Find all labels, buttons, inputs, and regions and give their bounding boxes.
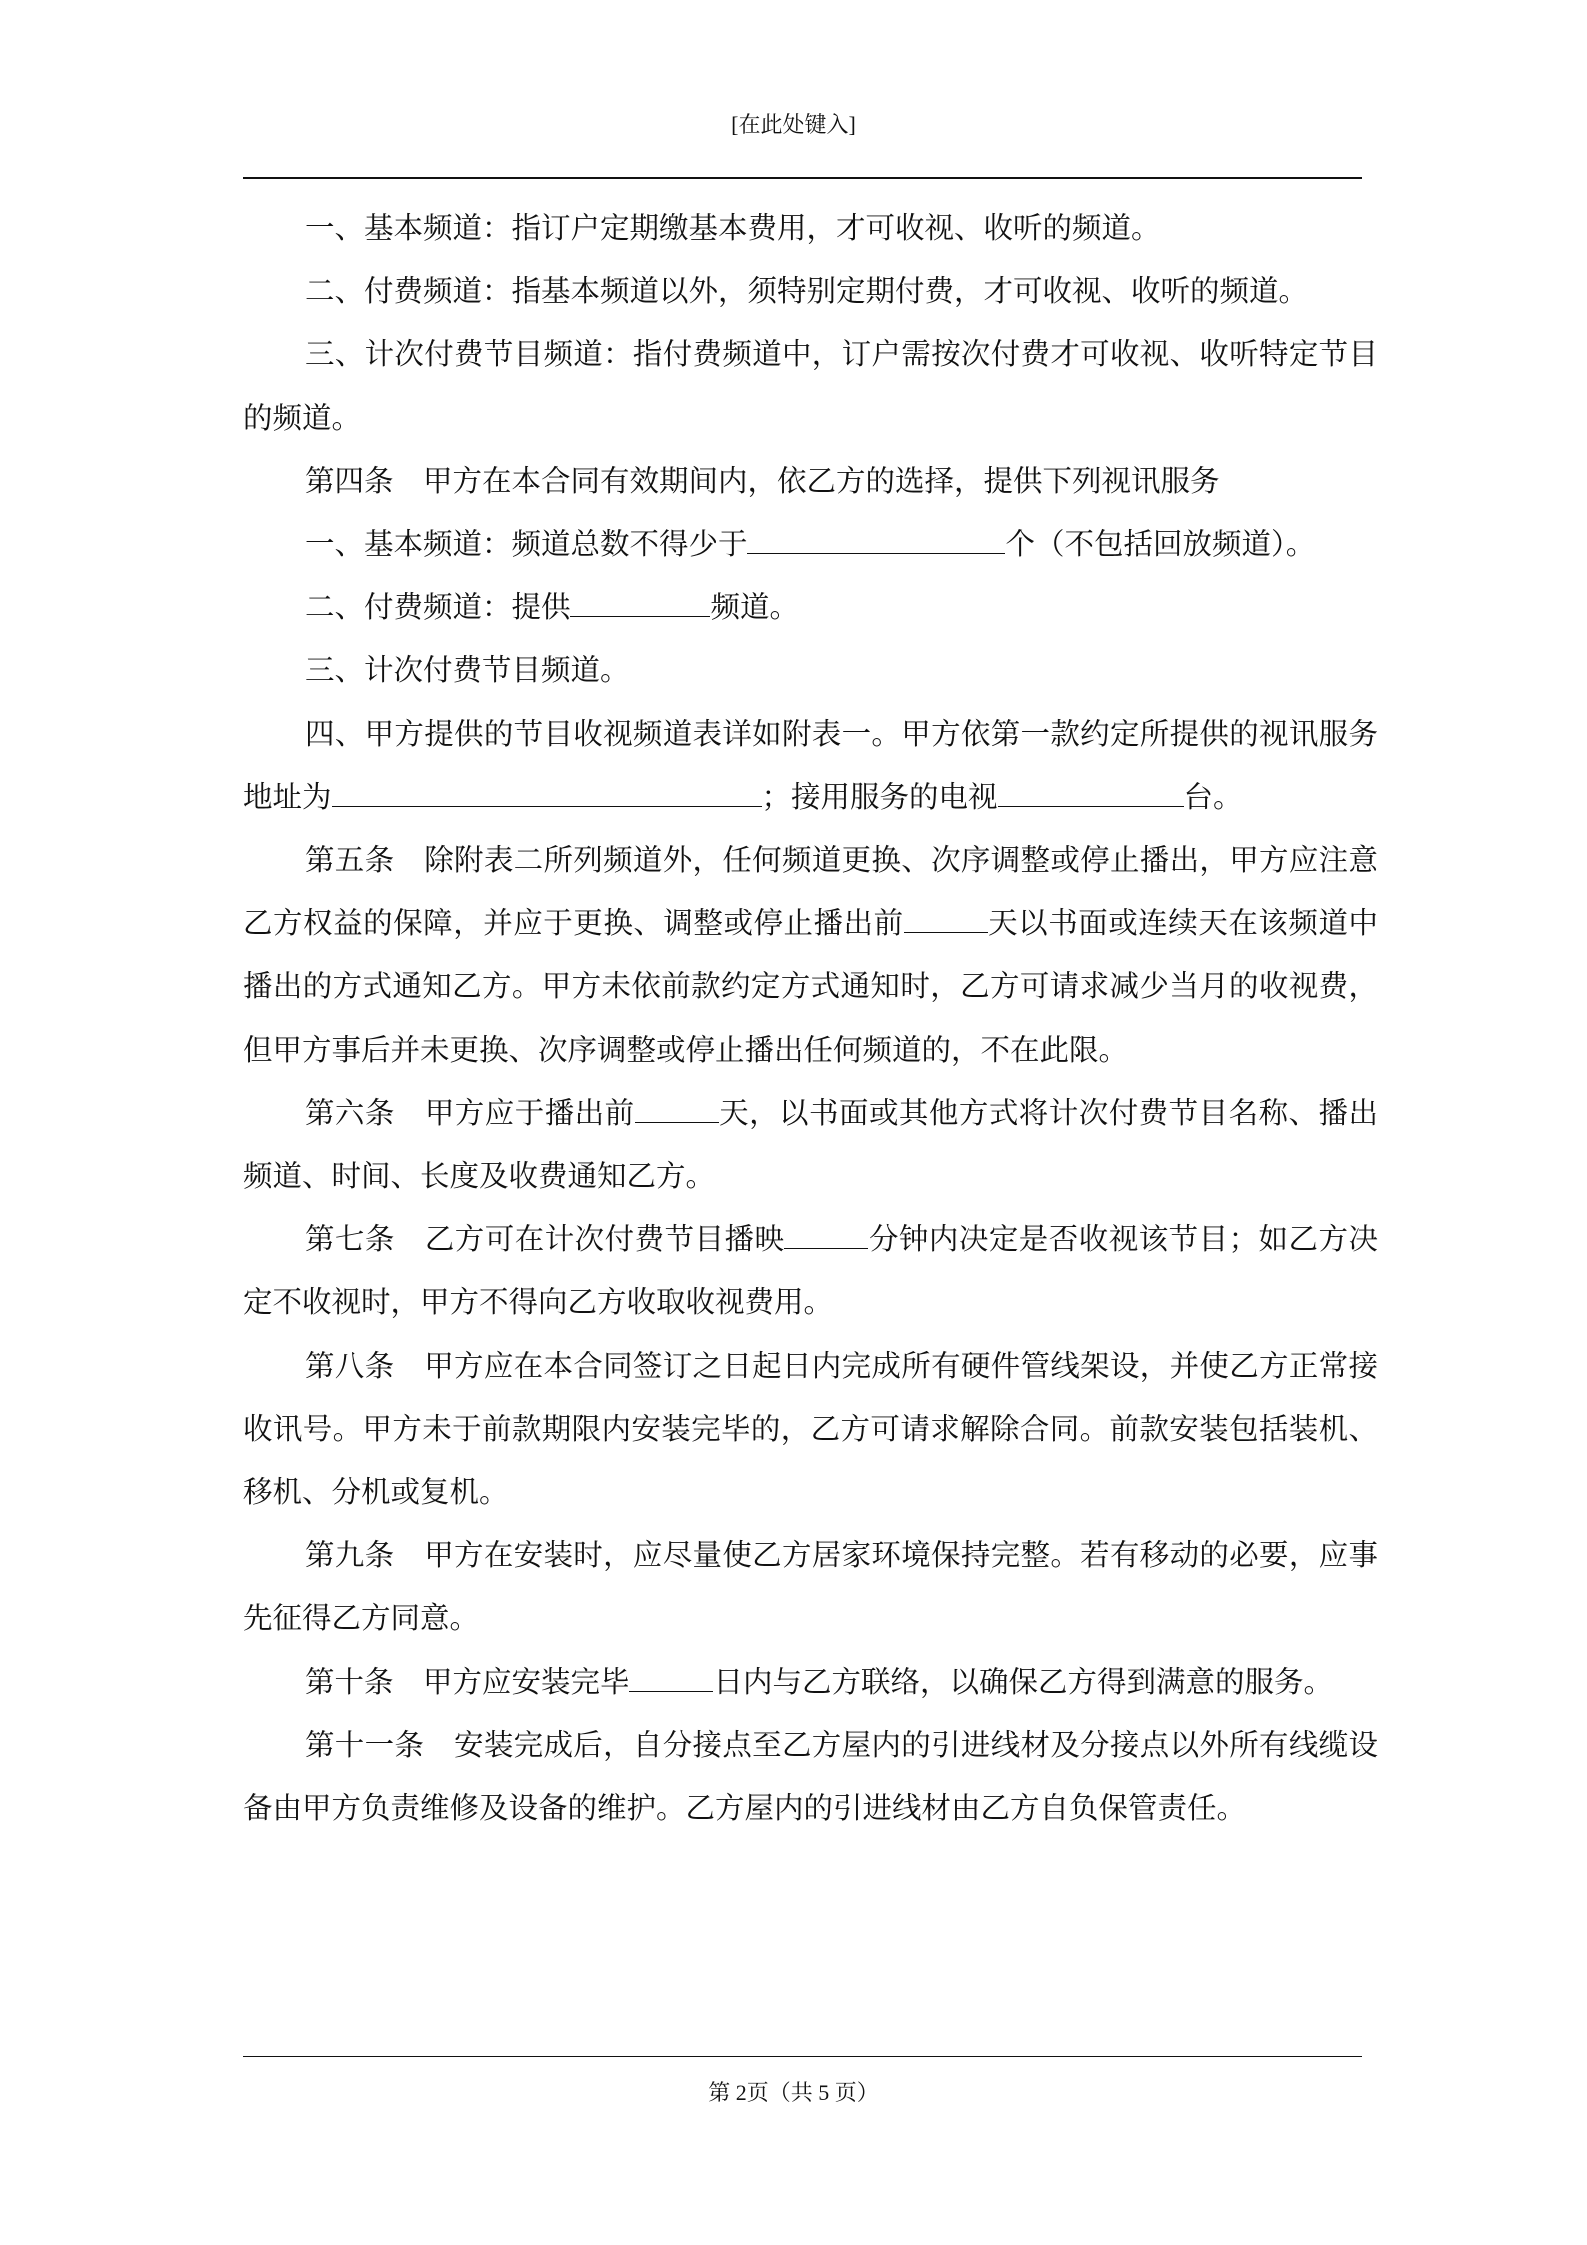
paragraph bbox=[243, 1335, 1378, 1525]
paragraph-text: 台。 bbox=[1183, 779, 1243, 814]
paragraph bbox=[243, 639, 1378, 702]
paragraph-text: ；接用服务的电视 bbox=[761, 779, 998, 814]
fill-in-blank[interactable] bbox=[904, 901, 988, 933]
paragraph-text: 第六条 甲方应于播出前 bbox=[304, 1095, 635, 1130]
paragraph-text: 二、付费频道：指基本频道以外，须特别定期付费，才可收视、收听的频道。 bbox=[304, 274, 1308, 309]
paragraph-text: 一、基本频道：指订户定期缴基本费用，才可收视、收听的频道。 bbox=[304, 211, 1161, 245]
fill-in-blank[interactable] bbox=[629, 1660, 713, 1692]
fill-in-blank[interactable] bbox=[747, 522, 1005, 554]
paragraph bbox=[243, 1714, 1378, 1840]
header-rule bbox=[243, 177, 1362, 179]
paragraph bbox=[243, 323, 1378, 449]
paragraph-text: 分钟内决定是否收视该节目；如乙方决定不收视时，甲方不得向乙方收取收视费用。 bbox=[243, 1222, 1378, 1320]
paragraph bbox=[243, 513, 1378, 576]
page-header: [在此处键入] bbox=[731, 112, 856, 137]
paragraph bbox=[243, 1208, 1378, 1334]
fill-in-blank[interactable] bbox=[570, 585, 710, 617]
paragraph bbox=[243, 197, 1378, 260]
paragraph-text: 第七条 乙方可在计次付费节目播映 bbox=[304, 1222, 785, 1257]
paragraph bbox=[243, 829, 1378, 1082]
paragraph-text: 三、计次付费节目频道：指付费频道中，订户需按次付费才可收视、收听特定节目的频道。 bbox=[243, 337, 1378, 435]
paragraph-text: 频道。 bbox=[710, 590, 799, 625]
fill-in-blank[interactable] bbox=[635, 1091, 719, 1123]
paragraph-text: 第十条 甲方应安装完毕 bbox=[304, 1664, 630, 1699]
fill-in-blank[interactable] bbox=[998, 775, 1184, 807]
paragraph-text: 第九条 甲方在安装时，应尽量使乙方居家环境保持完整。若有移动的必要，应事先征得乙方同意。 bbox=[243, 1538, 1378, 1636]
paragraph bbox=[243, 260, 1378, 323]
page-footer: 第 2页（共 5 页） bbox=[708, 2080, 879, 2105]
fill-in-blank[interactable] bbox=[332, 775, 762, 807]
paragraph-text: 四、甲方提供的节目收视频道表详如附表一。甲方依第一款约定所提供的视讯服务地址为 bbox=[243, 716, 1378, 814]
fill-in-blank[interactable] bbox=[784, 1217, 868, 1249]
paragraph-text: 天，以书面或其他方式将计次付费节目名称、播出频道、时间、长度及收费通知乙方。 bbox=[243, 1095, 1378, 1194]
paragraph-text: 第八条 甲方应在本合同签订之日起日内完成所有硬件管线架设，并使乙方正常接收讯号。甲方未于前款期限内安装完毕的，乙方可请求解除合同。前款安装包括装机、移机、分机或复机。 bbox=[243, 1348, 1378, 1510]
paragraph-text: 第十一条 安装完成后，自分接点至乙方屋内的引进线材及分接点以外所有线缆设备由甲方负责维修及设备的维护。乙方屋内的引进线材由乙方自负保管责任。 bbox=[243, 1727, 1378, 1826]
paragraph bbox=[243, 576, 1378, 639]
paragraph-text: 三、计次付费节目频道。 bbox=[304, 653, 630, 688]
paragraph bbox=[243, 450, 1378, 513]
paragraph-text: 天以书面或连续天在该频道中播出的方式通知乙方。甲方未依前款约定方式通知时，乙方可请求减少当月的收视费，但甲方事后并未更换、次序调整或停止播出任何频道的，不在此限。 bbox=[243, 906, 1378, 1067]
paragraph-text: 第五条 除附表二所列频道外，任何频道更换、次序调整或停止播出，甲方应注意乙方权益的保障，并应于更换、调整或停止播出前 bbox=[243, 843, 1378, 941]
paragraph-text: 日内与乙方联络，以确保乙方得到满意的服务。 bbox=[713, 1664, 1333, 1699]
paragraph bbox=[243, 703, 1378, 829]
paragraph bbox=[243, 1524, 1378, 1650]
paragraph bbox=[243, 1082, 1378, 1208]
paragraph-text: 二、付费频道：提供 bbox=[304, 590, 571, 625]
document-body bbox=[243, 197, 1378, 1840]
paragraph bbox=[243, 1651, 1378, 1714]
paragraph-text: 一、基本频道：频道总数不得少于 bbox=[304, 527, 748, 562]
paragraph-text: 第四条 甲方在本合同有效期间内，依乙方的选择，提供下列视讯服务 bbox=[304, 463, 1220, 498]
paragraph-text: 个（不包括回放频道）。 bbox=[1005, 527, 1316, 562]
footer-rule bbox=[243, 2056, 1362, 2057]
